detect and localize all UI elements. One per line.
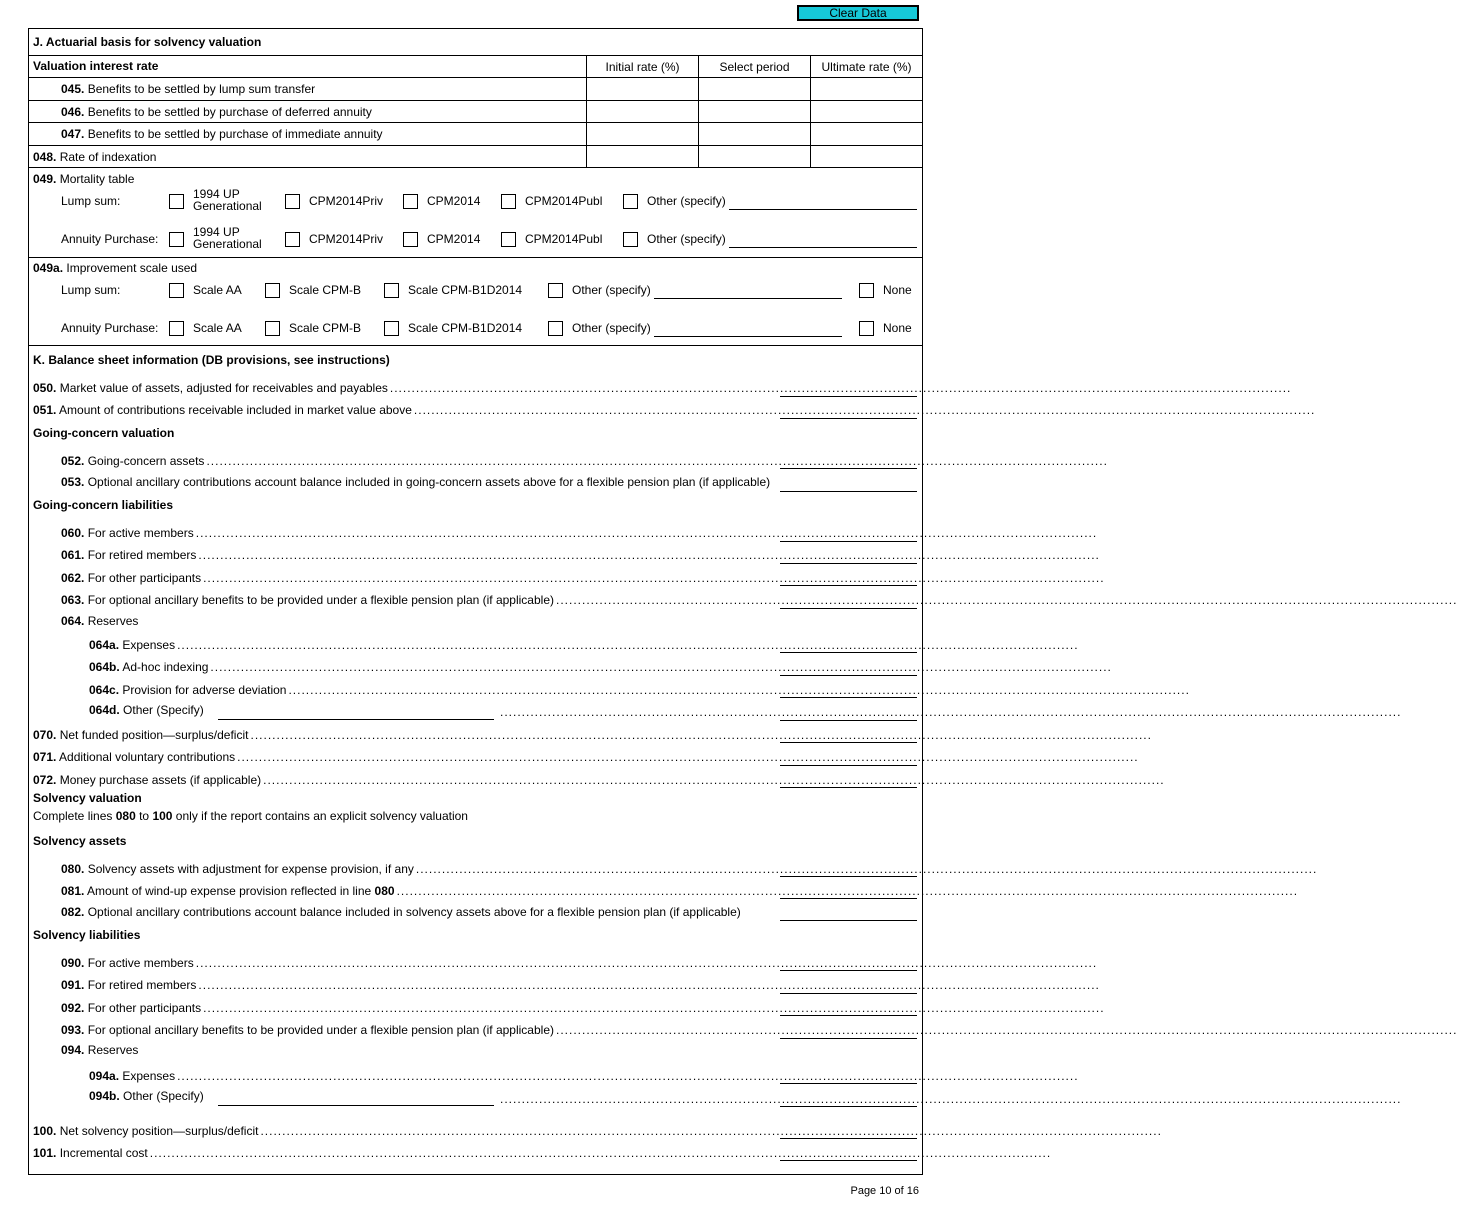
mortality-lump-1994up-checkbox[interactable] [169, 194, 184, 209]
mortality-annuity-1994up-checkbox[interactable] [169, 232, 184, 247]
rate-045-initial-input[interactable] [587, 78, 698, 100]
line-071-input[interactable] [780, 765, 917, 766]
line-049a [33, 261, 197, 275]
mortality-option-label: CPM2014Priv [309, 194, 384, 208]
line-081-input[interactable] [780, 898, 917, 899]
line-050: 050. Market value of assets, adjusted for receivables and payables ................................................................................................................................................................................................................ [33, 381, 1292, 395]
line-094b-specify-input[interactable] [218, 1105, 494, 1106]
rate-046-initial-input[interactable] [587, 101, 698, 122]
line-101-input[interactable] [780, 1160, 917, 1161]
annuity-purchase-label: Annuity Purchase: [61, 321, 159, 335]
rate-046-ultimate-input[interactable] [811, 101, 922, 122]
line-070: 070. Net funded position—surplus/deficit ................................................................................................................................................................................................................ [33, 728, 1152, 742]
section-k-title: K. Balance sheet information (DB provisions, see instructions) [33, 353, 390, 367]
line-label: Rate of indexation [59, 150, 157, 164]
line-064a: 064a. Expenses ................................................................................................................................................................................................................ [89, 638, 1079, 652]
leader-dots: ................................................................................................................................................................................................................ [500, 1092, 1402, 1106]
line-100: 100. Net solvency position—surplus/deficit ................................................................................................................................................................................................................ [33, 1124, 1162, 1138]
line-048 [33, 150, 156, 164]
rate-046-select-input[interactable] [699, 101, 810, 122]
solvency-assets-heading: Solvency assets [33, 834, 127, 848]
scale-lump-cpmb-checkbox[interactable] [265, 283, 280, 298]
line-082: 082. Optional ancillary contributions account balance included in solvency assets above for a flexible pension plan (if applicable) [61, 905, 741, 919]
line-label: Benefits to be settled by purchase of immediate annuity [87, 127, 383, 141]
line-064c-input[interactable] [780, 697, 917, 698]
line-052: 052. Going-concern assets ................................................................................................................................................................................................................ [61, 454, 1108, 468]
line-094b-input[interactable] [780, 1106, 917, 1107]
divider [28, 257, 923, 258]
section-j-title: J. Actuarial basis for solvency valuation [33, 35, 262, 49]
mortality-option-label: CPM2014 [427, 232, 481, 246]
line-045 [61, 82, 315, 96]
scale-annuity-none-checkbox[interactable] [859, 321, 874, 336]
line-063-input[interactable] [780, 608, 917, 609]
line-064a-input[interactable] [780, 652, 917, 653]
lump-sum-label: Lump sum: [61, 194, 121, 208]
scale-annuity-cpmb-checkbox[interactable] [265, 321, 280, 336]
line-062-input[interactable] [780, 585, 917, 586]
divider [28, 167, 923, 168]
lump-sum-label: Lump sum: [61, 283, 121, 297]
scale-option-label: Scale AA [193, 283, 242, 297]
line-label: Benefits to be settled by lump sum transfer [87, 82, 316, 96]
scale-option-label: Scale CPM-B1D2014 [408, 283, 523, 297]
line-064: 064. Reserves [61, 614, 139, 628]
line-063: 063. For optional ancillary benefits to be provided under a flexible pension plan (if applicable) ................................................................................................................................................................................................................ [61, 593, 1457, 607]
line-072: 072. Money purchase assets (if applicable) ................................................................................................................................................................................................................ [33, 773, 1165, 787]
scale-option-label: Scale CPM-B [289, 321, 362, 335]
going-concern-liabilities-heading: Going-concern liabilities [33, 498, 174, 512]
line-label: Benefits to be settled by purchase of deferred annuity [87, 105, 372, 119]
divider [28, 345, 923, 346]
mortality-annuity-cpm2014priv-checkbox[interactable] [285, 232, 300, 247]
line-064c: 064c. Provision for adverse deviation ................................................................................................................................................................................................................ [89, 683, 1190, 697]
other-specify-label: Other (specify) [572, 321, 651, 335]
valuation-interest-header: Valuation interest rate [33, 59, 159, 73]
scale-lump-none-checkbox[interactable] [859, 283, 874, 298]
leader-dots: ................................................................................................................................................................................................................ [500, 705, 1402, 719]
line-064d-specify-input[interactable] [218, 719, 494, 720]
rate-048-initial-input[interactable] [587, 146, 698, 167]
line-070-input[interactable] [780, 742, 917, 743]
line-101: 101. Incremental cost ................................................................................................................................................................................................................ [33, 1146, 1052, 1160]
line-number: 048. [33, 150, 57, 164]
mortality-lump-cpm2014publ-checkbox[interactable] [501, 194, 516, 209]
col-ultimate-rate: Ultimate rate (%) [821, 60, 912, 74]
mortality-option-label: CPM2014Priv [309, 232, 384, 246]
scale-option-label: Scale AA [193, 321, 242, 335]
line-060: 060. For active members ................................................................................................................................................................................................................ [61, 526, 1098, 540]
scale-annuity-aa-checkbox[interactable] [169, 321, 184, 336]
line-091: 091. For retired members ................................................................................................................................................................................................................ [61, 978, 1100, 992]
col-select-period: Select period [719, 60, 790, 74]
line-064b-input[interactable] [780, 675, 917, 676]
scale-annuity-cpmb1d2014-checkbox[interactable] [384, 321, 399, 336]
line-064d-input[interactable] [780, 720, 917, 721]
line-060-input[interactable] [780, 541, 917, 542]
line-093-input[interactable] [780, 1038, 917, 1039]
mortality-option-label: CPM2014Publ [525, 232, 603, 246]
scale-annuity-other-input[interactable] [654, 336, 842, 337]
page-number: Page 10 of 16 [850, 1185, 919, 1197]
line-094a-input[interactable] [780, 1083, 917, 1084]
rate-048-select-input[interactable] [699, 146, 810, 167]
mortality-annuity-cpm2014-checkbox[interactable] [403, 232, 418, 247]
line-050-input[interactable] [780, 396, 917, 397]
line-052-input[interactable] [780, 468, 917, 469]
line-047 [61, 127, 383, 141]
scale-annuity-other-checkbox[interactable] [548, 321, 563, 336]
mortality-annuity-cpm2014publ-checkbox[interactable] [501, 232, 516, 247]
line-092: 092. For other participants ................................................................................................................................................................................................................ [61, 1001, 1105, 1015]
annuity-purchase-label: Annuity Purchase: [61, 232, 159, 246]
col-initial-rate: Initial rate (%) [605, 60, 680, 74]
line-049 [33, 172, 134, 186]
line-046 [61, 105, 372, 119]
line-number: 045. [61, 82, 85, 96]
line-064b: 064b. Ad-hoc indexing ................................................................................................................................................................................................................ [89, 660, 1112, 674]
clear-data-button[interactable]: Clear Data [797, 5, 919, 21]
mortality-option-label: 1994 UP Generational [193, 187, 262, 213]
line-number: 046. [61, 105, 85, 119]
line-label: Improvement scale used [66, 261, 198, 275]
line-094a: 094a. Expenses ................................................................................................................................................................................................................ [89, 1069, 1079, 1083]
scale-option-label: Scale CPM-B1D2014 [408, 321, 523, 335]
line-053: 053. Optional ancillary contributions account balance included in going-concern assets above for a flexible pension plan (if applicable) [61, 475, 771, 489]
mortality-annuity-other-input[interactable] [729, 247, 917, 248]
line-094b: 094b. Other (Specify) [89, 1089, 204, 1103]
line-label: Mortality table [59, 172, 135, 186]
mortality-annuity-other-checkbox[interactable] [623, 232, 638, 247]
mortality-lump-cpm2014-checkbox[interactable] [403, 194, 418, 209]
mortality-lump-other-input[interactable] [729, 209, 917, 210]
line-064d: 064d. Other (Specify) [89, 703, 204, 717]
line-094: 094. Reserves [61, 1043, 139, 1057]
divider [28, 55, 923, 56]
scale-lump-cpmb1d2014-checkbox[interactable] [384, 283, 399, 298]
rate-045-ultimate-input[interactable] [811, 78, 922, 100]
solvency-instruction: Complete lines 080 to 100 only if the report contains an explicit solvency valuation [33, 809, 468, 823]
rate-048-ultimate-input[interactable] [811, 146, 922, 167]
line-093: 093. For optional ancillary benefits to be provided under a flexible pension plan (if applicable) ................................................................................................................................................................................................................ [61, 1023, 1457, 1037]
line-100-input[interactable] [780, 1138, 917, 1139]
none-label: None [883, 321, 912, 335]
mortality-lump-cpm2014priv-checkbox[interactable] [285, 194, 300, 209]
rate-047-initial-input[interactable] [587, 123, 698, 145]
other-specify-label: Other (specify) [647, 194, 726, 208]
line-090: 090. For active members ................................................................................................................................................................................................................ [61, 956, 1098, 970]
solvency-liabilities-heading: Solvency liabilities [33, 928, 141, 942]
line-081: 081. Amount of wind-up expense provision reflected in line 080 ................................................................................................................................................................................................................ [61, 884, 1299, 898]
line-number: 047. [61, 127, 85, 141]
line-number: 049. [33, 172, 57, 186]
line-091-input[interactable] [780, 993, 917, 994]
line-061: 061. For retired members ................................................................................................................................................................................................................ [61, 548, 1100, 562]
line-072-input[interactable] [780, 787, 917, 788]
mortality-lump-other-checkbox[interactable] [623, 194, 638, 209]
line-062: 062. For other participants ................................................................................................................................................................................................................ [61, 571, 1105, 585]
line-061-input[interactable] [780, 563, 917, 564]
rate-047-select-input[interactable] [699, 123, 810, 145]
line-090-input[interactable] [780, 970, 917, 971]
scale-lump-other-checkbox[interactable] [548, 283, 563, 298]
mortality-option-label: CPM2014 [427, 194, 481, 208]
mortality-option-label: 1994 UP Generational [193, 225, 262, 251]
line-082-input[interactable] [780, 920, 917, 921]
scale-lump-aa-checkbox[interactable] [169, 283, 184, 298]
line-071: 071. Additional voluntary contributions ................................................................................................................................................................................................................ [33, 750, 1139, 764]
line-051-input[interactable] [780, 418, 917, 419]
none-label: None [883, 283, 912, 297]
going-concern-valuation-heading: Going-concern valuation [33, 426, 175, 440]
solvency-valuation-heading: Solvency valuation [33, 791, 142, 805]
scale-lump-other-input[interactable] [654, 298, 842, 299]
line-number: 049a. [33, 261, 64, 275]
mortality-option-label: CPM2014Publ [525, 194, 603, 208]
line-092-input[interactable] [780, 1015, 917, 1016]
line-080: 080. Solvency assets with adjustment for expense provision, if any ................................................................................................................................................................................................................ [61, 862, 1318, 876]
line-053-input[interactable] [780, 491, 917, 492]
rate-045-select-input[interactable] [699, 78, 810, 100]
other-specify-label: Other (specify) [647, 232, 726, 246]
line-051: 051. Amount of contributions receivable included in market value above ................................................................................................................................................................................................................ [33, 403, 1316, 417]
scale-option-label: Scale CPM-B [289, 283, 362, 297]
rate-047-ultimate-input[interactable] [811, 123, 922, 145]
line-080-input[interactable] [780, 876, 917, 877]
other-specify-label: Other (specify) [572, 283, 651, 297]
